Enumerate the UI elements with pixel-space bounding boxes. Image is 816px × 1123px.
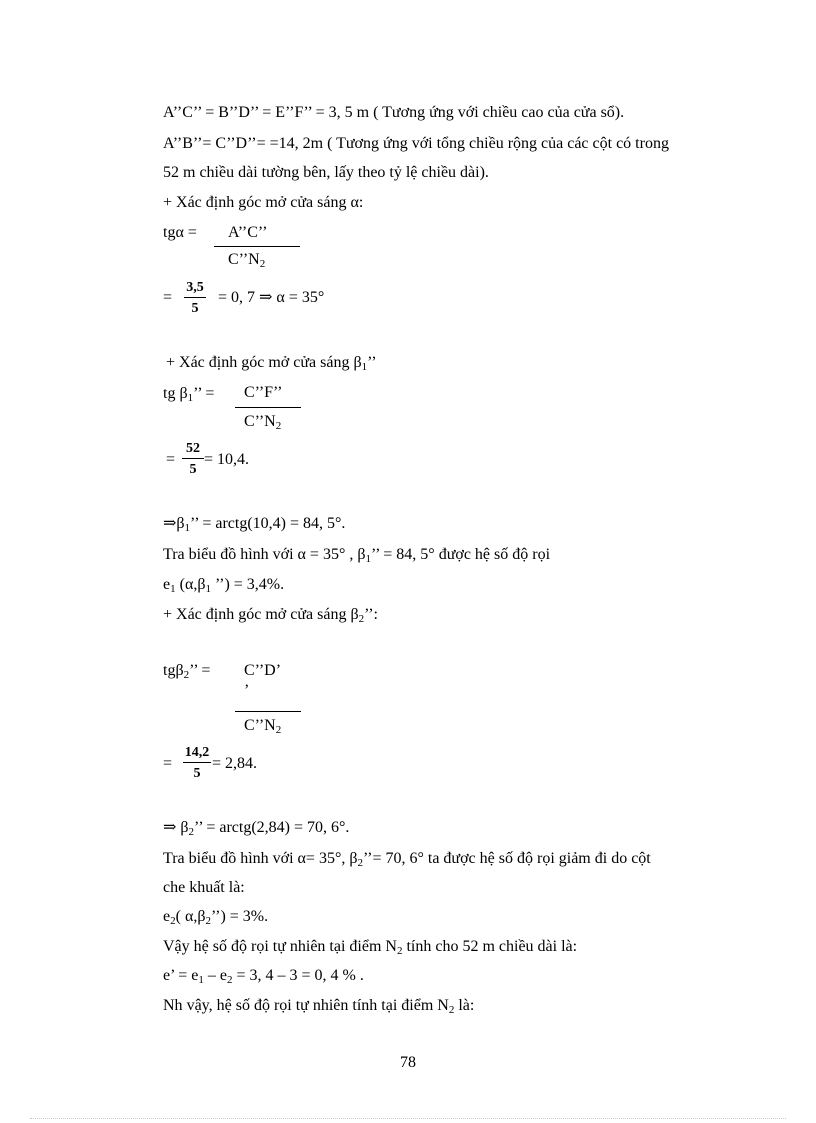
fraction-numerator-alpha: A’’C’’ [228, 224, 268, 241]
fraction-denominator-beta1: $C’’N_2$ [244, 413, 282, 432]
result-2-84: = 2,84. [212, 755, 258, 772]
heading-beta1-angle: + Xác định góc mở cửa sáng $\beta_1$’’ [166, 354, 377, 373]
heading-alpha-angle: + Xác định góc mở cửa sáng α: [163, 194, 364, 211]
result-e2: $e_2$( $\alpha,\beta_2’’) = 3\%$. [163, 908, 269, 927]
fraction-denominator-alpha: $C’’N_2$ [228, 251, 266, 270]
fraction-num-14-2: 14,2 [184, 745, 210, 760]
text-lookup-chart-1: Tra biểu đồ hình với α = 35° , $\beta_1$’’ = 84, 5° được hệ số độ rọi [163, 546, 551, 565]
fraction-bar-beta1 [235, 407, 301, 408]
result-e-prime: e’ = $e_1 - e_2 = 3$, 4 – 3 = 0, 4 % . [163, 967, 364, 986]
text-line-window-height: A’’C’’ = B’’D’’ = E’’F’’ = 3, 5 m ( Tương ứng với chiều cao của cửa sổ). [163, 104, 625, 121]
fraction-den-5-b: 5 [189, 462, 197, 477]
tg-beta1-label: tg $\beta_1$’’ = [163, 385, 215, 404]
fraction-bar-52 [182, 458, 204, 459]
fraction-bar-14-2 [183, 762, 211, 763]
equals-sign-3: = [163, 755, 173, 772]
result-10-4: = 10,4. [204, 451, 250, 468]
fraction-numerator-beta2: C’’D’ [244, 662, 282, 679]
result-e1: $e_1$ ($\alpha,\beta_1$ ’’) = 3,4%. [163, 576, 285, 595]
fraction-den-5: 5 [191, 301, 199, 316]
fraction-bar-3-5 [184, 297, 206, 298]
text-lookup-chart-2: Tra biểu đồ hình với α= 35°, $\beta_2’’= 70$, 6° ta được hệ số độ rọi giảm đi do cột [163, 850, 651, 869]
tg-beta2-label: tgβ$_2$’’ = [163, 662, 211, 681]
equals-sign-2: = [166, 451, 176, 468]
page-bottom-border [30, 1118, 786, 1119]
text-line-wall-length: 52 m chiều dài tường bên, lấy theo tỷ lệ chiều dài). [163, 164, 489, 181]
equals-sign-1: = [163, 289, 173, 306]
fraction-bar-alpha [214, 246, 300, 247]
result-alpha: = 0, 7 ⇒ α = 35° [218, 289, 325, 306]
text-final-statement: Nh vậy, hệ số độ rọi tự nhiên tính tại điểm $N_2$ là: [163, 997, 475, 1016]
text-conclusion-intro: Vậy hệ số độ rọi tự nhiên tại điểm $N_2$ tính cho 52 m chiều dài là: [163, 938, 578, 957]
fraction-num-52: 52 [186, 441, 200, 456]
result-beta1: $\Rightarrow\beta_1$’’ = arctg(10,4) = 84, 5°. [163, 515, 346, 534]
heading-beta2-angle: + Xác định góc mở cửa sáng $\beta_2$’’: [163, 606, 378, 625]
text-column-shading: che khuất là: [163, 879, 245, 896]
fraction-den-5-c: 5 [193, 766, 201, 781]
text-line-column-width: A’’B’’= C’’D’’= =14, 2m ( Tương ứng với tổng chiều rộng của các cột có trong [163, 135, 669, 152]
tg-alpha-label: tgα = [163, 224, 197, 241]
fraction-bar-beta2 [235, 711, 301, 712]
fraction-num-3-5: 3,5 [186, 280, 204, 295]
page-number: 78 [400, 1054, 416, 1071]
result-beta2: ⇒ $\beta_2$’’ = arctg(2,84) = 70, 6°. [163, 819, 350, 838]
fraction-denominator-beta2: $C’’N_2$ [244, 717, 282, 736]
fraction-numerator-beta2-tick: ’ [244, 682, 250, 699]
fraction-numerator-beta1: C’’F’’ [244, 384, 283, 401]
